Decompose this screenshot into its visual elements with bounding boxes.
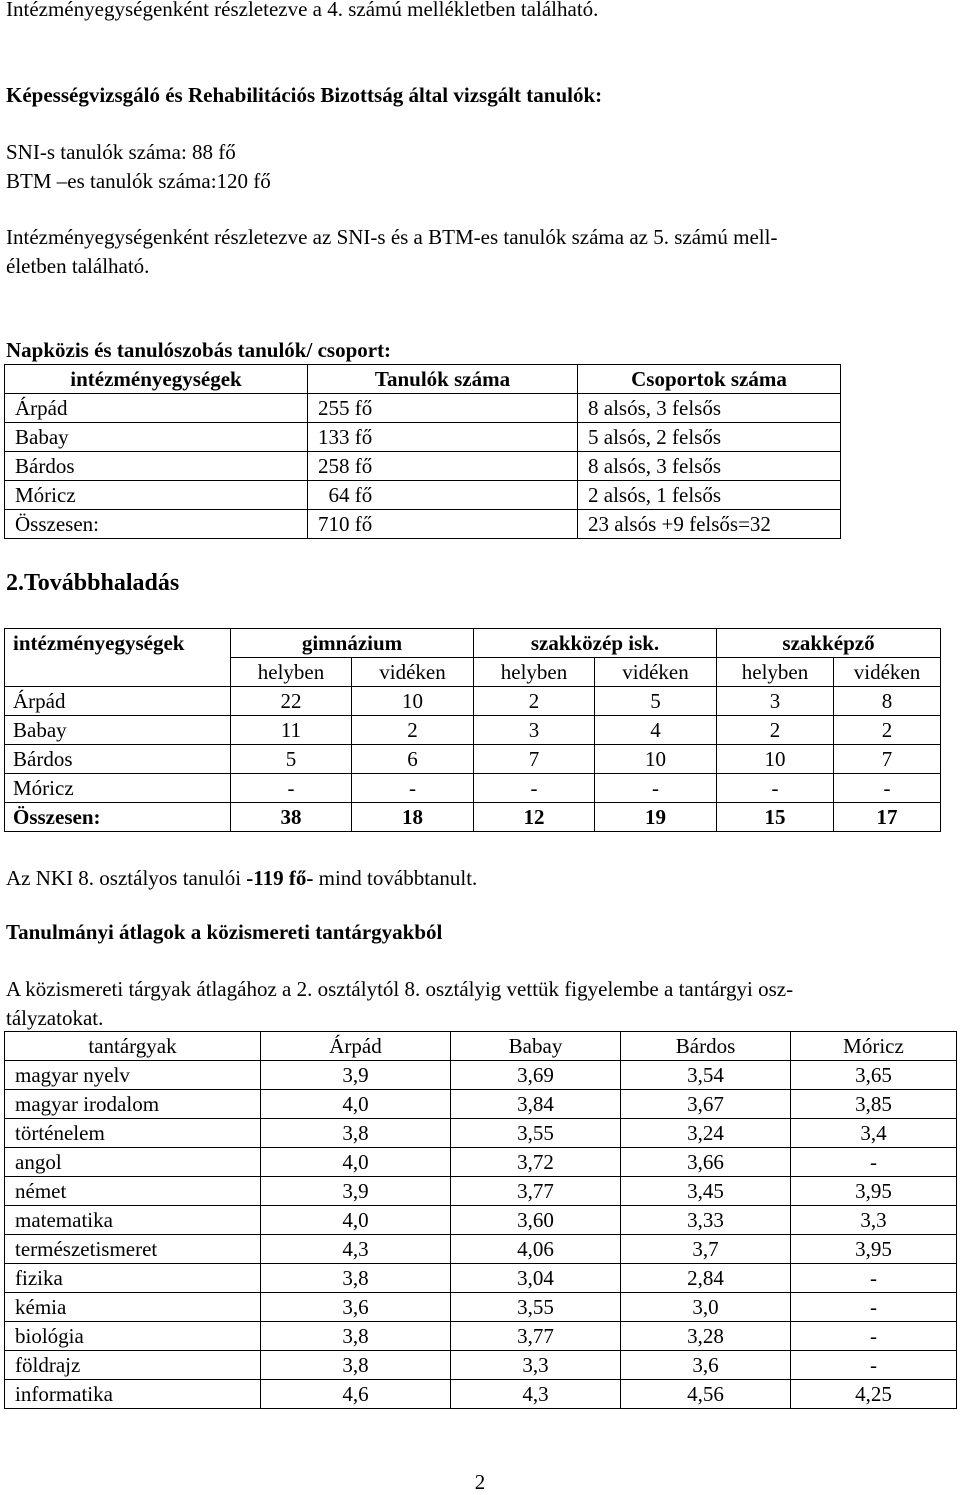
table-cell: 10 xyxy=(717,745,834,774)
table-cell: - xyxy=(717,774,834,803)
table-row xyxy=(5,1090,957,1119)
napkozis-heading: Napközis és tanulószobás tanulók/ csoport: xyxy=(6,338,392,362)
header-cell: helyben xyxy=(717,658,834,687)
table-cell: 4 xyxy=(595,716,717,745)
header-cell: Árpád xyxy=(261,1032,451,1061)
table-cell: 3 xyxy=(474,716,595,745)
table-cell: 3,95 xyxy=(791,1177,957,1206)
nki-line-count: -119 fő- xyxy=(246,866,314,890)
table-row xyxy=(5,394,841,423)
table-cell: 23 alsós +9 felsős=32 xyxy=(578,510,841,539)
table-row xyxy=(5,452,841,481)
table-cell: 2 xyxy=(474,687,595,716)
table-row xyxy=(5,1322,957,1351)
table-cell: 11 xyxy=(231,716,352,745)
sni-btm-detail-line-2: életben található. xyxy=(6,254,150,278)
header-cell: vidéken xyxy=(834,658,941,687)
table-cell: 3,6 xyxy=(621,1351,791,1380)
table-cell: 3,9 xyxy=(261,1061,451,1090)
table-cell: 8 alsós, 3 felsős xyxy=(578,394,841,423)
table-cell: - xyxy=(791,1351,957,1380)
atlagok-intro-line-1: A közismereti tárgyak átlagához a 2. osztálytól 8. osztályig vettük figyelembe a tantárgyi osz- xyxy=(6,977,794,1001)
table-cell: 18 xyxy=(352,803,474,832)
table-total-row xyxy=(5,803,941,832)
table-cell: 3,6 xyxy=(261,1293,451,1322)
table-row xyxy=(5,687,941,716)
table-cell: Bárdos xyxy=(5,745,231,774)
table-cell: 4,25 xyxy=(791,1380,957,1409)
table-cell: 4,6 xyxy=(261,1380,451,1409)
table-cell: Babay xyxy=(5,716,231,745)
table-cell: 3,8 xyxy=(261,1322,451,1351)
table-row xyxy=(5,1206,957,1235)
nki-line xyxy=(6,865,477,891)
table-cell: 6 xyxy=(352,745,474,774)
tovabbhaladas-table xyxy=(4,628,941,832)
header-cell: gimnázium xyxy=(231,629,474,658)
table-cell: 3,84 xyxy=(451,1090,621,1119)
table-cell: 3,0 xyxy=(621,1293,791,1322)
table-cell: 2 alsós, 1 felsős xyxy=(578,481,841,510)
table-cell: 3,77 xyxy=(451,1177,621,1206)
table-cell: 3,8 xyxy=(261,1119,451,1148)
tovabbhaladas-heading: 2.Továbbhaladás xyxy=(6,570,180,596)
header-cell: szakközép isk. xyxy=(474,629,717,658)
nki-line-suffix: mind továbbtanult. xyxy=(313,866,478,890)
table-cell: fizika xyxy=(5,1264,261,1293)
atlagok-table-body xyxy=(5,1061,957,1409)
btm-count-line: BTM –es tanulók száma:120 fő xyxy=(6,169,271,193)
intro-line: Intézményegységenként részletezve a 4. számú mellékletben található. xyxy=(6,0,599,21)
table-cell: 3,28 xyxy=(621,1322,791,1351)
table-cell: 15 xyxy=(717,803,834,832)
header-cell: Babay xyxy=(451,1032,621,1061)
table-cell: - xyxy=(474,774,595,803)
table-cell: 4,0 xyxy=(261,1090,451,1119)
table-cell: 3,9 xyxy=(261,1177,451,1206)
sni-count-line: SNI-s tanulók száma: 88 fő xyxy=(6,140,236,164)
header-cell: intézményegységek xyxy=(5,365,308,394)
table-cell: - xyxy=(834,774,941,803)
table-cell: 3,3 xyxy=(791,1206,957,1235)
table-cell: 17 xyxy=(834,803,941,832)
table-header-row xyxy=(5,1032,957,1061)
table-cell: természetismeret xyxy=(5,1235,261,1264)
table-cell: - xyxy=(791,1293,957,1322)
table-cell: 3,7 xyxy=(621,1235,791,1264)
header-cell: intézményegységek xyxy=(5,629,231,658)
table-cell: - xyxy=(791,1264,957,1293)
table-cell: Összesen: xyxy=(5,510,308,539)
table-cell: 4,56 xyxy=(621,1380,791,1409)
table-cell: 5 alsós, 2 felsős xyxy=(578,423,841,452)
table-row xyxy=(5,745,941,774)
table-cell: 4,3 xyxy=(451,1380,621,1409)
table-cell: - xyxy=(352,774,474,803)
table-cell: angol xyxy=(5,1148,261,1177)
table-cell: 22 xyxy=(231,687,352,716)
table-cell: német xyxy=(5,1177,261,1206)
table-row xyxy=(5,1351,957,1380)
table-cell: - xyxy=(595,774,717,803)
table-cell: 3,8 xyxy=(261,1264,451,1293)
table-cell: 3,4 xyxy=(791,1119,957,1148)
table-row xyxy=(5,423,841,452)
table-cell: 3,45 xyxy=(621,1177,791,1206)
header-cell: helyben xyxy=(474,658,595,687)
table-cell: 5 xyxy=(595,687,717,716)
table-cell: Bárdos xyxy=(5,452,308,481)
table-cell: 8 alsós, 3 felsős xyxy=(578,452,841,481)
table-cell: 3,85 xyxy=(791,1090,957,1119)
table-cell: 8 xyxy=(834,687,941,716)
header-cell: Bárdos xyxy=(621,1032,791,1061)
table-cell: matematika xyxy=(5,1206,261,1235)
table-cell: kémia xyxy=(5,1293,261,1322)
table-cell: 12 xyxy=(474,803,595,832)
sni-btm-detail-line-1: Intézményegységenként részletezve az SNI-s és a BTM-es tanulók száma az 5. számú mell- xyxy=(6,225,778,249)
table-cell: 4,0 xyxy=(261,1148,451,1177)
table-cell: 3,24 xyxy=(621,1119,791,1148)
table-cell: történelem xyxy=(5,1119,261,1148)
table-row xyxy=(5,1061,957,1090)
table-cell: 2 xyxy=(352,716,474,745)
table-header-row xyxy=(5,365,841,394)
table-cell: 3,72 xyxy=(451,1148,621,1177)
table-cell: magyar irodalom xyxy=(5,1090,261,1119)
table-cell: Összesen: xyxy=(5,803,231,832)
table-cell: 4,3 xyxy=(261,1235,451,1264)
table-cell: 3,55 xyxy=(451,1119,621,1148)
header-cell: Móricz xyxy=(791,1032,957,1061)
page-number: 2 xyxy=(474,1470,486,1494)
table-cell: informatika xyxy=(5,1380,261,1409)
table-cell: 2 xyxy=(834,716,941,745)
table-cell: Móricz xyxy=(5,774,231,803)
table-cell: Árpád xyxy=(5,687,231,716)
table-cell: 10 xyxy=(595,745,717,774)
header-cell: tantárgyak xyxy=(5,1032,261,1061)
header-cell: Csoportok száma xyxy=(578,365,841,394)
table-row xyxy=(5,1177,957,1206)
table-cell: 4,0 xyxy=(261,1206,451,1235)
table-cell: 710 fő xyxy=(308,510,578,539)
table-row xyxy=(5,1235,957,1264)
table-cell: 7 xyxy=(474,745,595,774)
table-cell: - xyxy=(791,1322,957,1351)
table-cell: 2 xyxy=(717,716,834,745)
table-cell: 19 xyxy=(595,803,717,832)
table-cell: magyar nyelv xyxy=(5,1061,261,1090)
kepessegvizsgalo-heading: Képességvizsgáló és Rehabilitációs Bizottság által vizsgált tanulók: xyxy=(6,83,603,107)
table-row xyxy=(5,1148,957,1177)
table-cell: 255 fő xyxy=(308,394,578,423)
header-cell: vidéken xyxy=(595,658,717,687)
atlagok-intro-line-2: tályzatokat. xyxy=(6,1006,104,1030)
table-cell: 3,69 xyxy=(451,1061,621,1090)
table-cell: Móricz xyxy=(5,481,308,510)
header-cell: vidéken xyxy=(352,658,474,687)
table-cell: 3,65 xyxy=(791,1061,957,1090)
atlagok-heading: Tanulmányi átlagok a közismereti tantárgyakból xyxy=(6,920,443,944)
nki-line-prefix: Az NKI 8. osztályos tanulói xyxy=(6,866,247,890)
table-cell: biológia xyxy=(5,1322,261,1351)
table-sub-header-row xyxy=(5,658,941,687)
table-cell: 258 fő xyxy=(308,452,578,481)
table-cell: - xyxy=(791,1148,957,1177)
atlagok-table xyxy=(4,1031,957,1409)
table-cell: 3,66 xyxy=(621,1148,791,1177)
table-cell xyxy=(5,658,231,687)
table-cell: 5 xyxy=(231,745,352,774)
table-total-row xyxy=(5,510,841,539)
table-row xyxy=(5,774,941,803)
header-cell: Tanulók száma xyxy=(308,365,578,394)
table-row xyxy=(5,1293,957,1322)
table-row xyxy=(5,1264,957,1293)
table-cell: 3,60 xyxy=(451,1206,621,1235)
table-cell: 3,3 xyxy=(451,1351,621,1380)
table-cell: 10 xyxy=(352,687,474,716)
table-cell: 3,55 xyxy=(451,1293,621,1322)
table-cell: 38 xyxy=(231,803,352,832)
table-cell: 7 xyxy=(834,745,941,774)
napkozis-table xyxy=(4,364,841,539)
table-cell: földrajz xyxy=(5,1351,261,1380)
header-cell: szakképző xyxy=(717,629,941,658)
table-cell: 3,77 xyxy=(451,1322,621,1351)
table-cell: 133 fő xyxy=(308,423,578,452)
table-row xyxy=(5,1380,957,1409)
table-row xyxy=(5,481,841,510)
table-cell: 3,95 xyxy=(791,1235,957,1264)
table-cell: 64 fő xyxy=(308,481,578,510)
table-row xyxy=(5,1119,957,1148)
header-cell: helyben xyxy=(231,658,352,687)
table-cell: 3,33 xyxy=(621,1206,791,1235)
table-cell: - xyxy=(231,774,352,803)
table-cell: Árpád xyxy=(5,394,308,423)
table-cell: 3,8 xyxy=(261,1351,451,1380)
table-cell: 3,67 xyxy=(621,1090,791,1119)
table-cell: 4,06 xyxy=(451,1235,621,1264)
table-cell: 3 xyxy=(717,687,834,716)
table-cell: Babay xyxy=(5,423,308,452)
table-group-header-row xyxy=(5,629,941,658)
table-cell: 3,04 xyxy=(451,1264,621,1293)
table-cell: 3,54 xyxy=(621,1061,791,1090)
table-cell: 2,84 xyxy=(621,1264,791,1293)
table-row xyxy=(5,716,941,745)
